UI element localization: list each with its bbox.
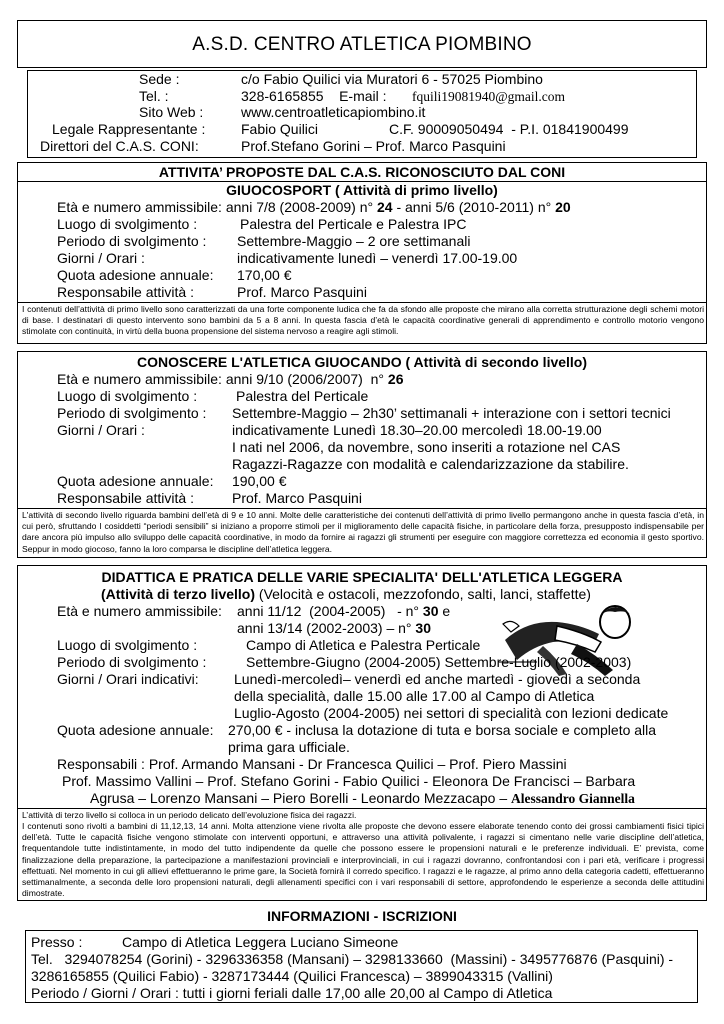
s2-resp-label: Responsabile attività : [57,490,194,506]
s3-fee-label: Quota adesione annuale: [57,722,214,738]
contact-value-tel: 328-6165855 E-mail : [241,88,387,104]
s1-days-label: Giorni / Orari : [57,250,145,266]
s2-fee-label: Quota adesione annuale: [57,473,214,489]
s1-note-divider [17,302,707,303]
s3-days-label: Giorni / Orari indicativi: [57,671,199,687]
s3-note-1: L’attività di terzo livello si colloca in un periodo delicato dell’evoluzione fisica dei ragazzi. [22,810,357,820]
s3-days-note-1: della specialità, dalle 15.00 alle 17.00 al Campo di Atletica [234,688,595,704]
s2-days-value: indicativamente Lunedì 18.30–20.00 mercoledì 18.00-19.00 [232,422,602,438]
s1-days-value: indicativamente lunedì – venerdì 17.00-19.00 [237,250,518,266]
s3-resp-line-3 [90,790,635,807]
s3-age-line-1: anni 11/12 (2004-2005) - n° [237,603,423,619]
s2-age-row [57,371,403,387]
s3-resp-names: Agrusa – Lorenzo Mansani – Piero Borelli - Leonardo Mezzacapo – [90,790,512,806]
s3-days-note-2: Luglio-Agosto (2004-2005) nei settori di specialità con lezioni dedicate [234,705,669,721]
s2-age-label: Età e numero ammissibile: [57,371,222,387]
s2-age-value: anni 9/10 (2006/2007) n° [225,371,388,387]
s2-days-note-1: I nati nel 2006, da novembre, sono inseriti a rotazione nel CAS [232,439,621,455]
s3-place-label: Luogo di svolgimento : [57,637,198,653]
s2-period-value: Settembre-Maggio – 2h30’ settimanali + interazione con i settori tecnici [232,405,671,421]
s1-resp-label: Responsabile attività : [57,284,194,300]
contact-label-sede: Sede : [139,71,180,87]
s3-fee-value: 270,00 € - inclusa la dotazione di tuta e borsa sociale e completo alla [228,722,657,738]
contact-label-web: Sito Web : [139,104,204,120]
s3-period-label: Periodo di svolgimento : [57,654,207,670]
s1-age-num-a: 24 [377,199,393,215]
s1-note: I contenuti dell’attività di primo livello sono caratterizzati da una forte componente ludica che fa da sfondo alle proposte che mirano alla corretta strutturazione degli schemi motori di base. I destinatari di questo intervento sono bambini da 5 a 8 anni. In questa fascia d’età le capacità coordinative generali di apprendimento e controllo motorio vengono stimolate con continuità, in virtù della buona propensione del sistema nervoso a reagire agli stimoli. [22,304,704,337]
s3-age-num-2: 30 [415,620,431,636]
contact-label-legal: Legale Rappresentante : [52,121,206,137]
s4-presso-label: Presso : [31,934,83,950]
s3-age-line-2: anni 13/14 (2002-2003) – n° [237,620,416,636]
s3-age-label: Età e numero ammissibile: [57,603,222,619]
s4-presso-value: Campo di Atletica Leggera Luciano Simeone [122,934,399,950]
s2-period-label: Periodo di svolgimento : [57,405,207,421]
s3-note-2: I contenuti sono rivolti a bambini di 11,12,13, 14 anni. Molta attenzione viene rivolta alle proposte che devono essere elaborate tenendo conto dei grossi cambiamenti fisici tipici dell’età. Tutte le capacità fisiche vengono stimolate con interventi opportuni, e attraverso una attività polivalente, i ragazzi si cimentano nelle varie discipline dell’atletica, frequentandole tutte indistintamente, in modo del tutto indipendente da quelle che possono essere le propensioni naturali e le preferenze individuali. E’ prevista, come finalizzazione della preparazione, la partecipazione a manifestazioni provinciali e interprovinciali, in cui i ragazzi dovranno, confrontandosi con i pari età, verificare i progressi effettuati. Nel momento in cui gli allievi effettueranno le prime gare, la Società fornirà il corredo specifico. I ragazzi e le ragazze, al primo anno della categoria cadetti, effettueranno settimanalmente, a seconda delle loro propensioni naturali, degli allenamenti specifici con i vari responsabili di settore, approfondendo le esperienze a seconda delle attitudini dimostrate. [22,821,704,899]
s1-age-row [57,199,571,215]
s3-resp-last: Alessandro Giannella [511,791,635,806]
s2-note-divider [17,508,707,509]
s3-note-divider [17,808,707,809]
s1-fee-value: 170,00 € [237,267,292,283]
s3-days-value: Lunedì-mercoledì– venerdì ed anche martedì - giovedì a seconda [234,671,641,687]
contact-value-directors: Prof.Stefano Gorini – Prof. Marco Pasquini [241,138,506,154]
s1-period-value: Settembre-Maggio – 2 ore settimanali [237,233,471,249]
s4-phones-1: Tel. 3294078254 (Gorini) - 3296336358 (Mansani) – 3298133660 (Massini) - 3495776876 (Pasquini) - [31,951,674,967]
s2-place-label: Luogo di svolgimento : [57,388,198,404]
s4-phones-2: 3286165855 (Quilici Fabio) - 3287173444 (Quilici Francesca) – 3899043315 (Vallini) [31,968,553,984]
page-title: A.S.D. CENTRO ATLETICA PIOMBINO [192,34,532,55]
s3-place-value: Campo di Atletica e Palestra Perticale [246,637,481,653]
s1-resp-value: Prof. Marco Pasquini [237,284,367,300]
s1-age-value-b: - anni 5/6 (2010-2011) n° [392,199,556,215]
s1-age-num-b: 20 [555,199,571,215]
s4-schedule: Periodo / Giorni / Orari : tutti i giorni feriali dalle 17,00 alle 20,00 al Campo di Atletica [31,985,553,1001]
s1-place-label: Luogo di svolgimento : [57,216,198,232]
s2-days-note-2: Ragazzi-Ragazze con modalità e calendarizzazione da stabilire. [232,456,629,472]
s3-specialties: (Velocità e ostacoli, mezzofondo, salti, lanci, staffette) [255,586,591,602]
s3-age-line-1-end: e [438,603,451,619]
section-2-heading: CONOSCERE L'ATLETICA GIUOCANDO ( Attività di secondo livello) [136,354,588,370]
s2-note: L'attività di secondo livello riguarda bambini dell’età di 9 e 10 anni. Molte delle caratteristiche dei contenuti dell’attività di primo livello permangono anche in questa fascia d’età, in cui però, sfruttando I cosiddetti “periodi sensibili” si iniziano a proporre stimoli per il miglioramento delle capacità fisiche, in particolare della forza, presupposto indispensabile per dare ancora più impulso allo sviluppo delle capacità coordinative, in modo da fornire ai ragazzi gli strumenti per eseguire con maggiore correttezza ed economia il gesto sportivo. Seppur in modo giocoso, fanno la loro comparsa le discipline dell’atletica leggera. [22,510,704,554]
website-link[interactable]: www.centroatleticapiombino.it [241,104,426,120]
section-1-heading: ATTIVITA’ PROPOSTE DAL C.A.S. RICONOSCIUTO DAL CONI [158,164,566,180]
s2-days-label: Giorni / Orari : [57,422,145,438]
s3-level: (Attività di terzo livello) [101,586,256,602]
s1-age-value-a: anni 7/8 (2008-2009) n° [225,199,377,215]
contact-label-tel: Tel. : [139,88,169,104]
s2-fee-value: 190,00 € [232,473,287,489]
contact-label-directors: Direttori del C.A.S. CONI: [40,138,199,154]
s3-age-value-1 [237,603,450,619]
s2-resp-value: Prof. Marco Pasquini [232,490,362,506]
s2-age-num: 26 [387,371,404,387]
s3-resp-line-1: Responsabili : Prof. Armando Mansani - Dr Francesca Quilici – Prof. Piero Massini [57,756,567,772]
s3-resp-line-2: Prof. Massimo Vallini – Prof. Stefano Gorini - Fabio Quilici - Eleonora De Francisci – Barbara [62,773,636,789]
s3-period-value: Settembre-Giugno (2004-2005) Settembre-Luglio (2002-2003) [246,654,632,670]
s2-place-value: Palestra del Perticale [236,388,369,404]
s3-fee-note: prima gara ufficiale. [228,739,350,755]
contact-value-legal: Fabio Quilici [241,121,319,137]
s1-place-value: Palestra del Perticale e Palestra IPC [240,216,467,232]
section-1-subheading: GIUOCOSPORT ( Attività di primo livello) [226,182,498,198]
s3-age-num-1: 30 [422,603,439,619]
contact-tax-codes: C.F. 90009050494 - P.I. 01841900499 [389,121,629,137]
s1-age-label: Età e numero ammissibile: [57,199,222,215]
s3-age-value-2 [237,620,431,636]
email-link[interactable]: fquili19081940@gmail.com [412,89,566,104]
section-3-heading: DIDATTICA E PRATICA DELLE VARIE SPECIALITA' DELL'ATLETICA LEGGERA [101,569,623,585]
contact-value-sede: c/o Fabio Quilici via Muratori 6 - 57025 Piombino [241,71,543,87]
s1-period-label: Periodo di svolgimento : [57,233,207,249]
section-4-heading: INFORMAZIONI - ISCRIZIONI [267,908,457,924]
s1-fee-label: Quota adesione annuale: [57,267,214,283]
